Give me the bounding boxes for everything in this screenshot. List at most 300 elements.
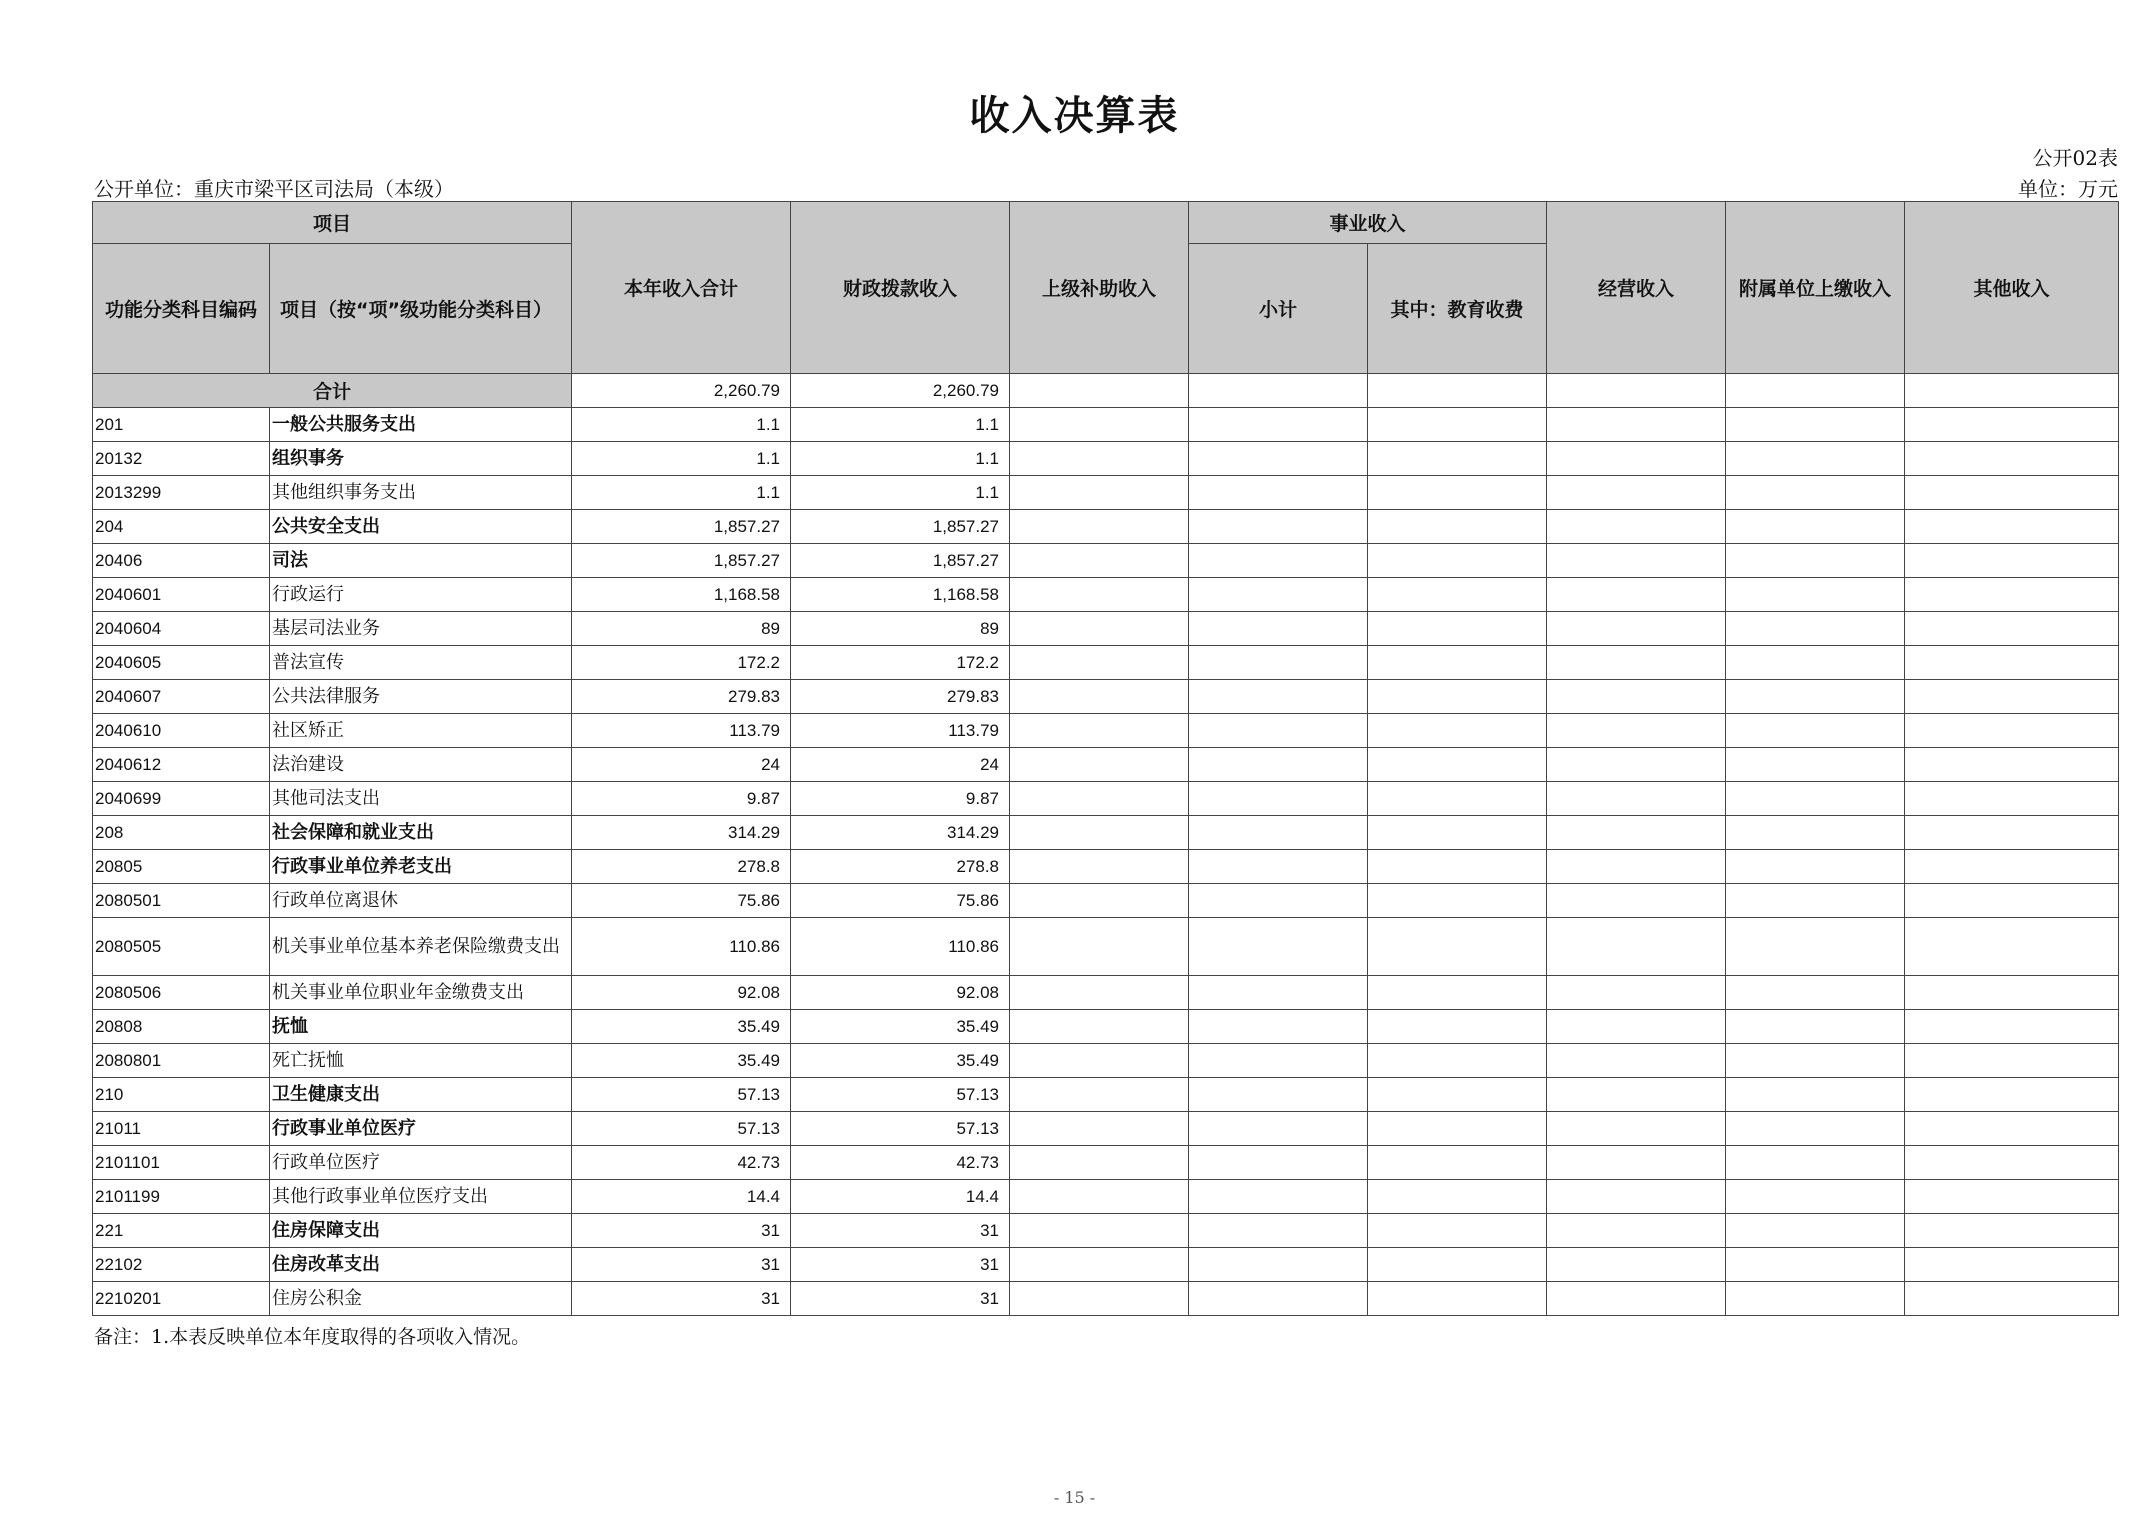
table-row (93, 408, 2119, 442)
empty-cell (1726, 1146, 1905, 1180)
empty-cell (1726, 612, 1905, 646)
row-total-income: 1.1 (572, 476, 791, 510)
row-total-income: 31 (572, 1248, 791, 1282)
empty-cell (1726, 1078, 1905, 1112)
row-fiscal-income: 1,168.58 (791, 578, 1010, 612)
empty-cell (1905, 1248, 2119, 1282)
empty-cell (1547, 918, 1726, 976)
empty-cell (1189, 1248, 1368, 1282)
header-other-income: 其他收入 (1905, 202, 2119, 374)
empty-cell (1905, 884, 2119, 918)
row-total-income: 35.49 (572, 1010, 791, 1044)
row-item-name: 法治建设 (270, 748, 572, 782)
empty-cell (1368, 1112, 1547, 1146)
row-total-income: 278.8 (572, 850, 791, 884)
empty-cell (1010, 1282, 1189, 1316)
empty-cell (1726, 1248, 1905, 1282)
empty-cell (1905, 816, 2119, 850)
empty-cell (1010, 612, 1189, 646)
empty-cell (1905, 544, 2119, 578)
table-row (93, 1010, 2119, 1044)
row-code: 2040605 (93, 646, 270, 680)
header-fiscal-appropriation: 财政拨款收入 (791, 202, 1010, 374)
row-fiscal-income: 24 (791, 748, 1010, 782)
row-item-name: 机关事业单位职业年金缴费支出 (270, 976, 572, 1010)
row-fiscal-income: 35.49 (791, 1010, 1010, 1044)
row-item-name: 住房公积金 (270, 1282, 572, 1316)
row-fiscal-income: 1.1 (791, 408, 1010, 442)
empty-cell (1189, 1010, 1368, 1044)
table-row (93, 976, 2119, 1010)
row-fiscal-income: 31 (791, 1248, 1010, 1282)
empty-cell (1905, 442, 2119, 476)
empty-cell (1547, 1248, 1726, 1282)
form-number: 公开02表 (2032, 146, 2118, 170)
reporting-unit: 公开单位：重庆市梁平区司法局（本级） (94, 177, 454, 201)
empty-cell (1368, 510, 1547, 544)
income-final-accounts-table (92, 201, 2119, 1316)
empty-cell (1905, 1282, 2119, 1316)
row-total-income: 1,857.27 (572, 544, 791, 578)
row-fiscal-income: 42.73 (791, 1146, 1010, 1180)
row-fiscal-income: 31 (791, 1214, 1010, 1248)
row-code: 2080501 (93, 884, 270, 918)
empty-cell (1189, 680, 1368, 714)
row-code: 2040610 (93, 714, 270, 748)
empty-cell (1726, 850, 1905, 884)
empty-cell (1905, 850, 2119, 884)
row-item-name: 司法 (270, 544, 572, 578)
row-fiscal-income: 1,857.27 (791, 544, 1010, 578)
row-total-income: 172.2 (572, 646, 791, 680)
empty-cell (1189, 510, 1368, 544)
empty-cell (1726, 1180, 1905, 1214)
row-fiscal-income: 1.1 (791, 476, 1010, 510)
header-subtotal: 小计 (1189, 244, 1368, 374)
empty-cell (1905, 1078, 2119, 1112)
row-item-name: 行政事业单位养老支出 (270, 850, 572, 884)
row-item-name: 死亡抚恤 (270, 1044, 572, 1078)
row-total-income: 1.1 (572, 408, 791, 442)
row-code: 2040601 (93, 578, 270, 612)
empty-cell (1010, 408, 1189, 442)
table-row (93, 884, 2119, 918)
empty-cell (1189, 918, 1368, 976)
empty-cell (1368, 680, 1547, 714)
table-row (93, 578, 2119, 612)
empty-cell (1368, 408, 1547, 442)
table-row (93, 544, 2119, 578)
empty-cell (1189, 646, 1368, 680)
row-total-income: 14.4 (572, 1180, 791, 1214)
empty-cell (1726, 1214, 1905, 1248)
table-row (93, 1248, 2119, 1282)
empty-cell (1726, 544, 1905, 578)
row-item-name: 行政运行 (270, 578, 572, 612)
row-item-name: 住房保障支出 (270, 1214, 572, 1248)
empty-cell (1368, 1078, 1547, 1112)
row-item-name: 住房改革支出 (270, 1248, 572, 1282)
row-fiscal-income: 110.86 (791, 918, 1010, 976)
empty-cell (1726, 1044, 1905, 1078)
empty-cell (1368, 1010, 1547, 1044)
empty-cell (1905, 1112, 2119, 1146)
empty-cell (1726, 748, 1905, 782)
empty-cell (1547, 680, 1726, 714)
row-fiscal-income: 31 (791, 1282, 1010, 1316)
header-operating-income: 经营收入 (1547, 202, 1726, 374)
empty-cell (1547, 442, 1726, 476)
empty-cell (1905, 748, 2119, 782)
row-fiscal-income: 57.13 (791, 1078, 1010, 1112)
table-row (93, 714, 2119, 748)
row-total-income: 314.29 (572, 816, 791, 850)
table-row (93, 1180, 2119, 1214)
empty-cell (1010, 1044, 1189, 1078)
row-code: 2040604 (93, 612, 270, 646)
empty-cell (1189, 544, 1368, 578)
row-code: 204 (93, 510, 270, 544)
empty-cell (1547, 884, 1726, 918)
empty-cell (1547, 1078, 1726, 1112)
empty-cell (1905, 374, 2119, 408)
empty-cell (1726, 714, 1905, 748)
empty-cell (1189, 1214, 1368, 1248)
row-item-name: 行政单位离退休 (270, 884, 572, 918)
row-fiscal-income: 75.86 (791, 884, 1010, 918)
empty-cell (1368, 816, 1547, 850)
row-code: 2080505 (93, 918, 270, 976)
empty-cell (1547, 1180, 1726, 1214)
row-code: 201 (93, 408, 270, 442)
empty-cell (1189, 884, 1368, 918)
empty-cell (1368, 476, 1547, 510)
table-row (93, 850, 2119, 884)
row-code: 2101199 (93, 1180, 270, 1214)
empty-cell (1189, 374, 1368, 408)
row-fiscal-income: 57.13 (791, 1112, 1010, 1146)
row-item-name: 社区矫正 (270, 714, 572, 748)
empty-cell (1189, 850, 1368, 884)
empty-cell (1010, 476, 1189, 510)
empty-cell (1726, 884, 1905, 918)
empty-cell (1010, 976, 1189, 1010)
empty-cell (1010, 544, 1189, 578)
table-row (93, 476, 2119, 510)
row-total-income: 89 (572, 612, 791, 646)
empty-cell (1547, 578, 1726, 612)
row-fiscal-income: 172.2 (791, 646, 1010, 680)
empty-cell (1905, 1044, 2119, 1078)
empty-cell (1547, 850, 1726, 884)
row-item-name: 行政单位医疗 (270, 1146, 572, 1180)
table-row (93, 748, 2119, 782)
row-code: 2210201 (93, 1282, 270, 1316)
empty-cell (1010, 1078, 1189, 1112)
row-item-name: 普法宣传 (270, 646, 572, 680)
empty-cell (1368, 442, 1547, 476)
empty-cell (1726, 1010, 1905, 1044)
row-total-income: 57.13 (572, 1078, 791, 1112)
empty-cell (1010, 442, 1189, 476)
row-total-income: 75.86 (572, 884, 791, 918)
empty-cell (1010, 714, 1189, 748)
empty-cell (1189, 612, 1368, 646)
row-code: 22102 (93, 1248, 270, 1282)
empty-cell (1368, 646, 1547, 680)
empty-cell (1189, 1146, 1368, 1180)
row-code: 2080506 (93, 976, 270, 1010)
empty-cell (1905, 680, 2119, 714)
row-item-name: 组织事务 (270, 442, 572, 476)
empty-cell (1368, 1282, 1547, 1316)
empty-cell (1726, 578, 1905, 612)
empty-cell (1726, 510, 1905, 544)
empty-cell (1368, 544, 1547, 578)
empty-cell (1189, 408, 1368, 442)
empty-cell (1547, 646, 1726, 680)
row-total-income: 35.49 (572, 1044, 791, 1078)
header-item-name: 项目（按“项”级功能分类科目） (270, 244, 572, 374)
row-item-name: 卫生健康支出 (270, 1078, 572, 1112)
table-row (93, 1078, 2119, 1112)
empty-cell (1010, 884, 1189, 918)
row-total-income: 9.87 (572, 782, 791, 816)
row-fiscal-income: 314.29 (791, 816, 1010, 850)
row-code: 2040699 (93, 782, 270, 816)
empty-cell (1010, 816, 1189, 850)
row-fiscal-income: 35.49 (791, 1044, 1010, 1078)
empty-cell (1905, 976, 2119, 1010)
row-code: 20805 (93, 850, 270, 884)
row-total-income: 42.73 (572, 1146, 791, 1180)
row-item-name: 其他组织事务支出 (270, 476, 572, 510)
empty-cell (1189, 578, 1368, 612)
row-total-income: 1,168.58 (572, 578, 791, 612)
row-code: 21011 (93, 1112, 270, 1146)
empty-cell (1010, 1180, 1189, 1214)
empty-cell (1189, 748, 1368, 782)
empty-cell (1010, 748, 1189, 782)
header-business-income: 事业收入 (1189, 202, 1547, 244)
empty-cell (1905, 408, 2119, 442)
row-total-income: 31 (572, 1282, 791, 1316)
row-code: 20132 (93, 442, 270, 476)
table-row (93, 1214, 2119, 1248)
empty-cell (1189, 976, 1368, 1010)
row-code: 2080801 (93, 1044, 270, 1078)
row-fiscal-income: 1.1 (791, 442, 1010, 476)
table-note: 备注：1.本表反映单位本年度取得的各项收入情况。 (94, 1326, 531, 1348)
row-total-income: 1,857.27 (572, 510, 791, 544)
empty-cell (1547, 976, 1726, 1010)
row-total-income: 92.08 (572, 976, 791, 1010)
empty-cell (1726, 976, 1905, 1010)
empty-cell (1010, 1146, 1189, 1180)
empty-cell (1547, 476, 1726, 510)
row-code: 210 (93, 1078, 270, 1112)
empty-cell (1726, 476, 1905, 510)
empty-cell (1368, 850, 1547, 884)
empty-cell (1547, 1214, 1726, 1248)
empty-cell (1010, 918, 1189, 976)
empty-cell (1905, 612, 2119, 646)
empty-cell (1368, 714, 1547, 748)
row-code: 208 (93, 816, 270, 850)
empty-cell (1189, 442, 1368, 476)
empty-cell (1905, 1214, 2119, 1248)
empty-cell (1905, 476, 2119, 510)
empty-cell (1368, 918, 1547, 976)
empty-cell (1368, 1248, 1547, 1282)
table-row (93, 782, 2119, 816)
total-income-value: 2,260.79 (572, 374, 791, 408)
row-item-name: 一般公共服务支出 (270, 408, 572, 442)
empty-cell (1547, 816, 1726, 850)
empty-cell (1010, 646, 1189, 680)
empty-cell (1368, 1180, 1547, 1214)
empty-cell (1726, 442, 1905, 476)
table-row (93, 680, 2119, 714)
row-fiscal-income: 92.08 (791, 976, 1010, 1010)
empty-cell (1010, 1248, 1189, 1282)
empty-cell (1010, 782, 1189, 816)
row-code: 221 (93, 1214, 270, 1248)
empty-cell (1368, 782, 1547, 816)
empty-cell (1905, 918, 2119, 976)
row-item-name: 社会保障和就业支出 (270, 816, 572, 850)
empty-cell (1905, 578, 2119, 612)
empty-cell (1905, 510, 2119, 544)
empty-cell (1010, 1010, 1189, 1044)
row-item-name: 公共安全支出 (270, 510, 572, 544)
empty-cell (1547, 714, 1726, 748)
row-total-income: 110.86 (572, 918, 791, 976)
row-fiscal-income: 89 (791, 612, 1010, 646)
row-item-name: 抚恤 (270, 1010, 572, 1044)
empty-cell (1189, 1180, 1368, 1214)
table-row (93, 816, 2119, 850)
empty-cell (1368, 1214, 1547, 1248)
row-total-income: 57.13 (572, 1112, 791, 1146)
empty-cell (1547, 1112, 1726, 1146)
row-fiscal-income: 278.8 (791, 850, 1010, 884)
empty-cell (1189, 782, 1368, 816)
empty-cell (1726, 680, 1905, 714)
empty-cell (1905, 1146, 2119, 1180)
row-total-income: 279.83 (572, 680, 791, 714)
empty-cell (1726, 374, 1905, 408)
total-fiscal-value: 2,260.79 (791, 374, 1010, 408)
empty-cell (1905, 646, 2119, 680)
empty-cell (1010, 578, 1189, 612)
empty-cell (1547, 408, 1726, 442)
header-superior-subsidy: 上级补助收入 (1010, 202, 1189, 374)
empty-cell (1547, 544, 1726, 578)
empty-cell (1189, 1112, 1368, 1146)
empty-cell (1547, 748, 1726, 782)
total-label: 合计 (93, 374, 572, 408)
row-item-name: 机关事业单位基本养老保险缴费支出 (270, 918, 572, 976)
row-fiscal-income: 113.79 (791, 714, 1010, 748)
empty-cell (1010, 374, 1189, 408)
row-total-income: 1.1 (572, 442, 791, 476)
table-row (93, 918, 2119, 976)
empty-cell (1726, 1112, 1905, 1146)
empty-cell (1547, 1146, 1726, 1180)
empty-cell (1368, 578, 1547, 612)
row-fiscal-income: 14.4 (791, 1180, 1010, 1214)
empty-cell (1547, 374, 1726, 408)
empty-cell (1368, 884, 1547, 918)
table-row (93, 1112, 2119, 1146)
empty-cell (1547, 1044, 1726, 1078)
empty-cell (1547, 782, 1726, 816)
row-fiscal-income: 1,857.27 (791, 510, 1010, 544)
empty-cell (1726, 408, 1905, 442)
empty-cell (1368, 374, 1547, 408)
row-code: 20808 (93, 1010, 270, 1044)
header-project: 项目 (93, 202, 572, 244)
empty-cell (1905, 1180, 2119, 1214)
empty-cell (1010, 850, 1189, 884)
table-row (93, 1146, 2119, 1180)
currency-unit: 单位：万元 (2018, 177, 2118, 201)
empty-cell (1547, 1282, 1726, 1316)
table-row (93, 1044, 2119, 1078)
row-total-income: 113.79 (572, 714, 791, 748)
empty-cell (1726, 782, 1905, 816)
empty-cell (1189, 476, 1368, 510)
empty-cell (1010, 510, 1189, 544)
empty-cell (1368, 1146, 1547, 1180)
empty-cell (1726, 918, 1905, 976)
row-total-income: 24 (572, 748, 791, 782)
empty-cell (1726, 646, 1905, 680)
table-row (93, 612, 2119, 646)
empty-cell (1547, 612, 1726, 646)
row-item-name: 行政事业单位医疗 (270, 1112, 572, 1146)
table-row (93, 510, 2119, 544)
row-fiscal-income: 279.83 (791, 680, 1010, 714)
empty-cell (1726, 816, 1905, 850)
empty-cell (1368, 976, 1547, 1010)
header-code: 功能分类科目编码 (93, 244, 270, 374)
empty-cell (1547, 510, 1726, 544)
empty-cell (1189, 1078, 1368, 1112)
row-code: 2040612 (93, 748, 270, 782)
empty-cell (1189, 1044, 1368, 1078)
empty-cell (1368, 1044, 1547, 1078)
empty-cell (1547, 1010, 1726, 1044)
table-row (93, 646, 2119, 680)
row-item-name: 基层司法业务 (270, 612, 572, 646)
total-row (93, 374, 2119, 408)
empty-cell (1905, 782, 2119, 816)
empty-cell (1010, 680, 1189, 714)
empty-cell (1189, 1282, 1368, 1316)
row-total-income: 31 (572, 1214, 791, 1248)
header-affiliated-income: 附属单位上缴收入 (1726, 202, 1905, 374)
page-number: - 15 - (1053, 1488, 1096, 1507)
table-row (93, 1282, 2119, 1316)
row-fiscal-income: 9.87 (791, 782, 1010, 816)
row-code: 2013299 (93, 476, 270, 510)
empty-cell (1368, 612, 1547, 646)
row-code: 2101101 (93, 1146, 270, 1180)
empty-cell (1726, 1282, 1905, 1316)
row-item-name: 公共法律服务 (270, 680, 572, 714)
